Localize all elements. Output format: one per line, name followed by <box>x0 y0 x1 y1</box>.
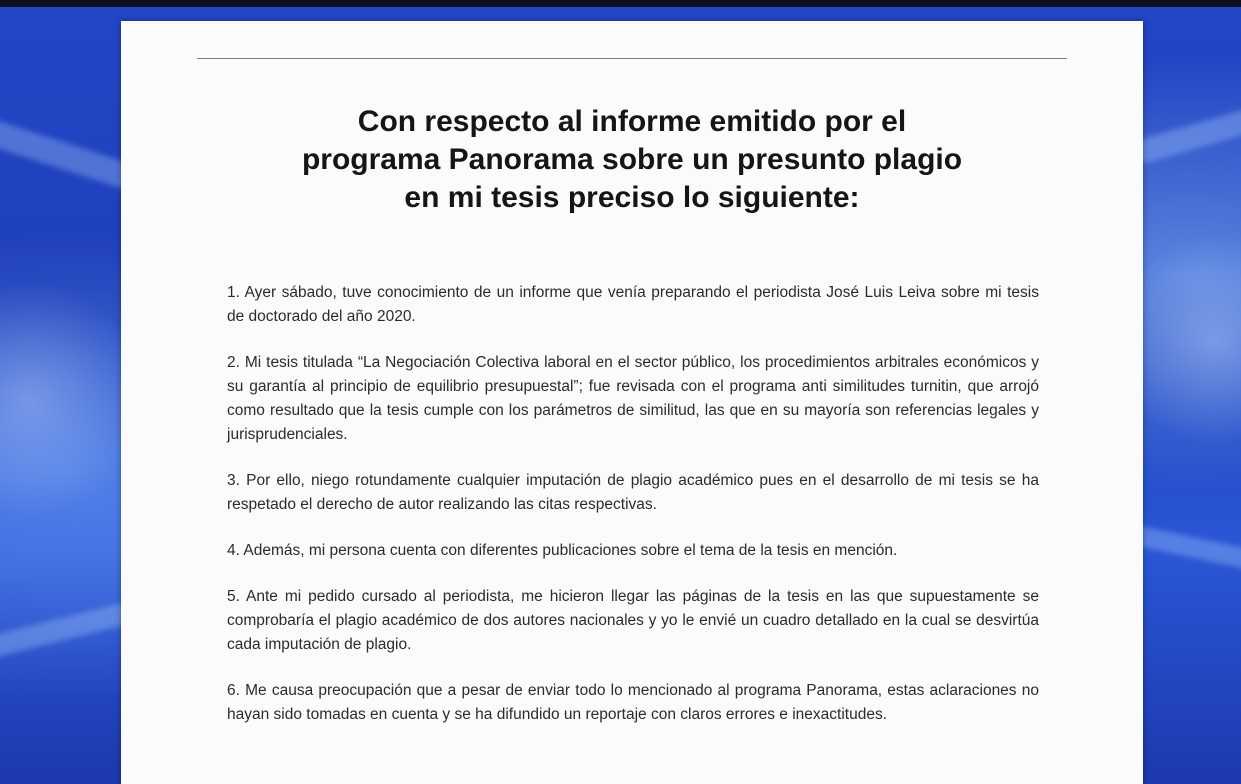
top-black-bar <box>0 0 1241 7</box>
background-globe <box>0 250 130 550</box>
document-title <box>201 103 1063 217</box>
header-rule <box>197 58 1067 59</box>
background-light-streak <box>0 600 140 662</box>
statement-point-2: 2. Mi tesis titulada “La Negociación Colectiva laboral en el sector público, los procedimientos arbitrales económicos y su garantía al principio de equilibrio presupuestal”; fue revisada con el programa anti similitudes turnitin, que arrojó como resultado que la tesis cumple con los parámetros de similitud, las que en su mayoría son referencias legales y jurisprudenciales. <box>227 354 1039 443</box>
statement-point-3: 3. Por ello, niego rotundamente cualquier imputación de plagio académico pues en el desarrollo de mi tesis se ha respetado el derecho de autor realizando las citas respectivas. <box>227 472 1039 513</box>
statement-point-1: 1. Ayer sábado, tuve conocimiento de un informe que venía preparando el periodista José Luis Leiva sobre mi tesis de doctorado del año 2020. <box>227 284 1039 325</box>
statement-points <box>227 281 1039 749</box>
statement-document <box>121 21 1143 784</box>
statement-point-4: 4. Además, mi persona cuenta con diferentes publicaciones sobre el tema de la tesis en mención. <box>227 542 898 559</box>
title-line: Con respecto al informe emitido por el <box>357 105 907 138</box>
background-light-streak <box>1130 98 1241 165</box>
statement-point-5: 5. Ante mi pedido cursado al periodista, me hicieron llegar las páginas de la tesis en las que supuestamente se comprobaría el plagio académico de dos autores nacionales y yo le envié un cuadro detallado en la cual se desvirtúa cada imputación de plagio. <box>227 588 1039 653</box>
title-line: programa Panorama sobre un presunto plagio <box>301 143 963 176</box>
statement-point-6: 6. Me causa preocupación que a pesar de enviar todo lo mencionado al programa Panorama, estas aclaraciones no hayan sido tomadas en cuenta y se ha difundido un reportaje con claros errores e inexactitudes. <box>227 682 1039 723</box>
title-line: en mi tesis preciso lo siguiente: <box>404 181 860 214</box>
